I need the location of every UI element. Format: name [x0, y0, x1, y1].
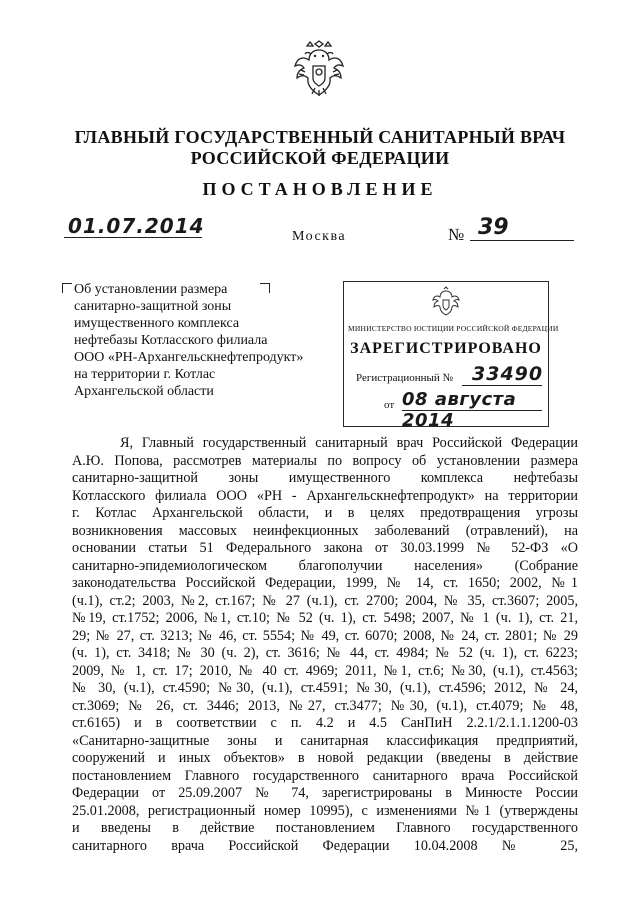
stamp-number-underline — [462, 385, 542, 386]
body-line: законодательства Российской Федерации, 1999, № 14, ст. 1650; 2002, №1 — [72, 575, 578, 591]
subject-line: Архангельской области — [74, 384, 214, 399]
stamp-date-underline — [402, 410, 542, 411]
body-line: ст.6165) и в соответствии с п. 4.2 и 4.5 СанПиН 2.2.1/2.1.1.1200-03 — [72, 715, 578, 731]
body-line: Котласского филиала ООО «РН - Архангельскнефтепродукт» на территории — [72, 487, 578, 504]
body-line: санитарно-эпидемиологическом благополучии населения» (Собрание — [72, 557, 578, 574]
subject-bracket-left — [62, 283, 72, 293]
stamp-reg-number-label: Регистрационный № — [356, 372, 454, 384]
body-line: основании статьи 51 Федерального закона от 30.03.1999 № 52-ФЗ «О — [72, 540, 578, 556]
document-city: Москва — [292, 229, 347, 244]
body-line: «Санитарно-защитные зоны и санитарная классификация предприятий, — [72, 732, 578, 749]
body-line: г. Котлас Архангельской области, и в целях предотвращения угрозы — [72, 505, 578, 521]
subject-block — [74, 281, 332, 400]
body-line: ст.3069; № 26, ст. 3446; 2013, №27, ст.3477; №30, (ч.1), ст.4079; № 48, — [72, 697, 578, 714]
subject-line: санитарно-защитной зоны — [74, 299, 232, 314]
document-number-field — [470, 215, 574, 241]
body-line: 2009, № 1, ст. 17; 2010, № 40 ст. 4969; 2011, №1, ст.6; №30, (ч.1), ст.4563; — [72, 662, 578, 679]
stamp-from-label: от — [384, 399, 395, 411]
registration-stamp — [343, 281, 559, 431]
subject-line-text: Об установлении размера — [74, 282, 228, 297]
number-sign: № — [448, 225, 465, 244]
body-line: 29; № 27, ст. 3213; № 46, ст. 5554; № 49, ст. 6070; 2008, № 24, ст. 2801; № 29 — [72, 627, 578, 644]
body-line: сооружений и иных объектов» в новой редакции (введены в действие — [72, 750, 578, 766]
subject-line: имущественного комплекса — [74, 316, 240, 331]
body-line: А.Ю. Попова, рассмотрев материалы по вопросу об установлении размера — [72, 452, 578, 469]
document-date: 01.07.2014 — [68, 214, 205, 238]
body-line: санитарного врача Российской Федерации 10.04.2008 № 25, — [72, 837, 578, 854]
number-underline — [470, 240, 574, 241]
body-line: (ч.1), ст.2; 2003, №2, ст.167; № 27 (ч.1), ст. 2700; 2004, № 35, ст.3607; 2005, — [72, 592, 578, 609]
body-line: санитарно-защитной зоны имущественного комплекса нефтебазы — [72, 470, 578, 486]
body-line: №19, ст.1752; 2006, №1, ст.10; № 52 (ч. 1), ст. 5498; 2007, № 1 (ч. 1), ст. 21, — [72, 610, 578, 626]
document-date-field — [64, 212, 205, 238]
stamp-reg-number: 33490 — [472, 363, 544, 385]
body-line: и введены в действие постановлением Главного государственного — [72, 820, 578, 836]
date-underline — [64, 237, 202, 238]
body-line: Я, Главный государственный санитарный врач Российской Федерации — [120, 435, 578, 451]
stamp-reg-date: 08 августа 2014 — [402, 389, 517, 431]
document-number: 39 — [478, 215, 509, 240]
resolution-body — [72, 435, 578, 855]
stamp-ministry-name: МИНИСТЕРСТВО ЮСТИЦИИ РОССИЙСКОЙ ФЕДЕРАЦИИ — [348, 324, 559, 333]
body-line: № 30, (ч.1), ст.4590; №30, (ч.1), ст.4591; №30, (ч.1), ст.4596; 2012, № 24, — [72, 680, 578, 696]
subject-line — [74, 281, 332, 298]
document-type: ПОСТАНОВЛЕНИЕ — [202, 179, 438, 199]
stamp-eagle-icon — [431, 286, 461, 316]
coat-of-arms-icon — [293, 40, 345, 98]
body-line: возникновения массовых неинфекционных заболеваний (отравлений), на — [72, 522, 578, 539]
authority-title-line2: РОССИЙСКОЙ ФЕДЕРАЦИИ — [190, 148, 450, 168]
authority-title-line1: ГЛАВНЫЙ ГОСУДАРСТВЕННЫЙ САНИТАРНЫЙ ВРАЧ — [74, 127, 566, 147]
subject-line: на территории г. Котлас — [74, 367, 216, 382]
body-line: 25.01.2008, регистрационный номер 10995), с изменениями №1 (утверждены — [72, 802, 578, 819]
body-line: Федерации от 25.09.2007 № 74, зарегистрированы в Минюсте России — [72, 785, 578, 801]
subject-line: нефтебазы Котласского филиала — [74, 333, 268, 348]
body-line: постановлением Главного государственного санитарного врача Российской — [72, 767, 578, 784]
stamp-registered-label: ЗАРЕГИСТРИРОВАНО — [350, 340, 542, 357]
body-line: (ч. 1), ст. 3418; № 30 (ч. 2), ст. 3616; № 44, ст. 4984; № 52 (ч. 1), ст. 6223; — [72, 645, 578, 661]
subject-line: ООО «РН-Архангельскнефтепродукт» — [74, 350, 304, 365]
